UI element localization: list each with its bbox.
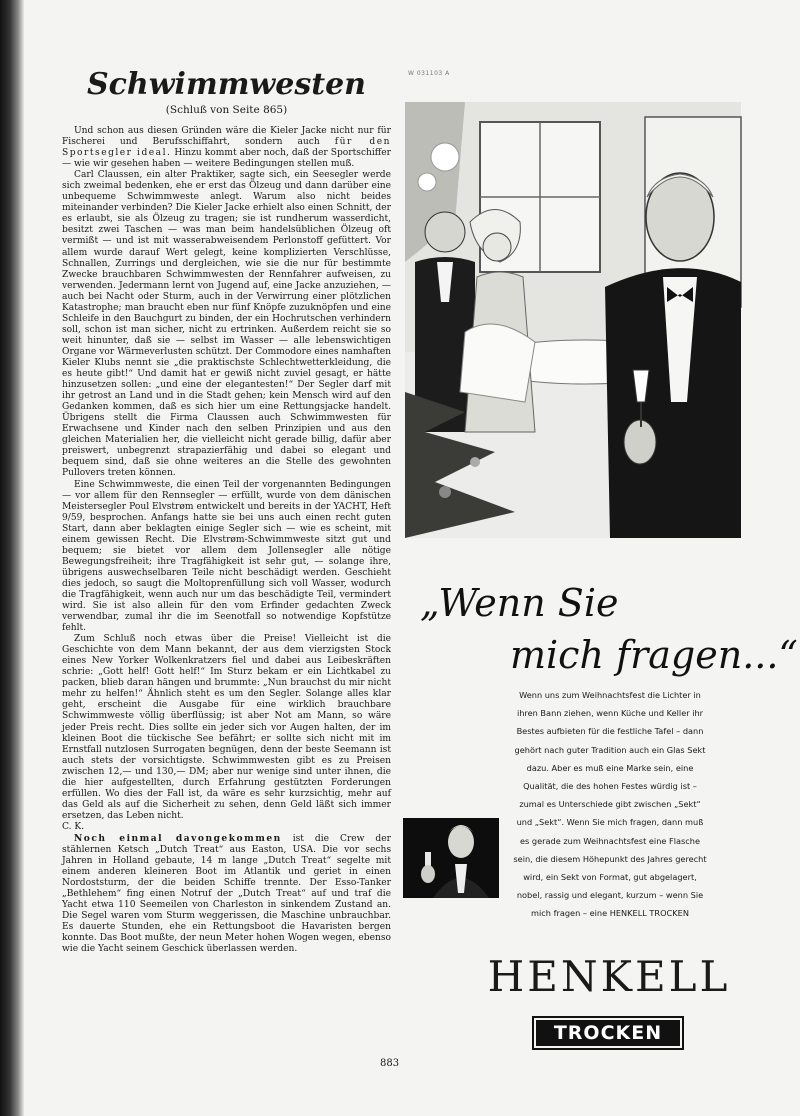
slogan-line-2: mich fragen...“	[510, 633, 798, 677]
brand-subtitle: TROCKEN	[536, 1020, 680, 1046]
page-number: 883	[380, 1058, 400, 1069]
brand-logo: HENKELL	[487, 952, 731, 1001]
article-body	[62, 126, 391, 956]
brand-subtitle-box	[532, 1016, 684, 1050]
ad-code: W 031103 A	[408, 70, 450, 77]
article-subtitle: (Schluß von Seite 865)	[165, 104, 288, 116]
ad-slogan	[400, 570, 798, 680]
ad-body-text: Wenn uns zum Weihnachtsfest die Lichter in ihren Bann ziehen, wenn Küche und Keller ihr Bestes aufbieten für die festliche Tafel – dann gehört nach guter Tradition auch ein Glas Sekt dazu. Aber es muß eine Marke sein, eine Qualität, die des hohen Festes würdig ist – zumal es Unterschiede gibt zwischen „Sekt“ und „Sekt“. Wenn Sie mich fragen, dann muß es gerade zum Weihnachtsfest eine Flasche sein, die diesem Höhepunkt des Jahres gerecht wird, ein Sekt von Format, gut abgelagert, nobel, rassig und elegant, kurzum – wenn Sie mich fragen – eine HENKELL TROCKEN	[513, 690, 707, 919]
article-paragraph	[62, 126, 391, 170]
paragraph-text: Zum Schluß noch etwas über die Preise! Vielleicht ist die Geschichte von dem Mann bekannt, der aus dem vierzigsten Stock eines New Yorker Wolkenkratzers fiel und dabei aus Leibeskräften schrie: „Gott helf! Gott helf!“ Im Sturz bekam er ein Lichtkabel zu packen, blieb daran hängen und brummte: „Nun brauchst du mir nicht mehr zu helfen!“ Ähnlich steht es um den Segler. Solange alles klar geht, erscheint die Ausgabe für eine wirklich brauchbare Schwimmweste völlig überflüssig; ist aber Not am Mann, so wäre jeder Preis recht. Dies sollte ein jeder sich vor Augen halten, der im kleinen Boot die tückische See befährt; er sollte sich nicht mit im Ernstfall nutzlosen Surrogaten begnügen, denn der beste Seemann ist auch stets der vorsichtigste. Schwimmwesten gibt es zu Preisen zwischen 12,— und 130,— DM; aber nur wenige sind unter ihnen, die die hier aufgestellten, durch Erfahrung gestützten Forderungen erfüllen. Wo dies der Fall ist, da wäre es sehr kurzsichtig, mehr auf das Geld als auf die Sicherheit zu sehen, denn Geld läßt sich immer ersetzen, das Leben nicht.	[62, 634, 391, 821]
slogan-line-1: „Wenn Sie	[420, 581, 619, 625]
news-item	[62, 833, 391, 956]
article-paragraph: Eine Schwimmweste, die einen Teil der vorgenannten Bedingungen — vor allem für den Rennsegler — erfüllt, wurde von dem dänischen Meistersegler Poul Elvstrøm entwickelt und bereits in der YACHT, Heft 9/59, besprochen. Anfangs hatte sie bei uns auch einen recht guten Start, dann aber beklagten einige Segler sich — wie es scheint, mit einem gewissen Recht. Die Elvstrøm-Schwimmweste sitzt gut und bequem; sie bietet vor allem dem Jollensegler alle nötige Bewegungsfreiheit; ihre Tragfähigkeit ist sehr gut, — solange ihre, übrigens auswechselbaren Teile nicht beschädigt werden. Geschieht dies jedoch, so saugt die Moltoprenfüllung sich voll Wasser, wodurch die Tragfähigkeit, wenn auch nur um das beschädigte Teil, vermindert wird. Sie ist also allein für den vom Erfinder gedachten Zweck verwendbar, zumal ihr die im Seenotfall so notwendige Kopfstütze fehlt.	[62, 479, 391, 634]
page-binding-shadow	[0, 0, 24, 1116]
news-text: ist die Crew der stählernen Ketsch „Dutch Treat“ aus Easton, USA. Die vor sechs Jahren in Holland gebaute, 14 m lange „Dutch Treat“ segelte mit einem anderen kleineren Boot im Atlantik und geriet in einen Nordoststurm, der die beiden Schiffe trennte. Der Esso-Tanker „Bethlehem“ fing einen Notruf der „Dutch Treat“ auf und traf die Yacht etwa 110 Seemeilen von Charleston in sinkendem Zustand an. Die Segel waren vom Sturm weggerissen, die Maschine unbrauchbar. Es dauerte Stunden, ehe ein Rettungsboot die Havaristen bergen konnte. Das Boot mußte, der neun Meter hohen Wogen wegen, ebenso wie die Yacht seinem Geschick überlassen werden.	[62, 834, 391, 955]
author-signoff: C. K.	[62, 821, 85, 832]
paragraph-text: Und schon aus diesen Gründen wäre die Kieler Jacke nicht nur für Fischerei und Berufsschiffahrt, sondern auch	[62, 126, 391, 148]
article-column	[62, 68, 391, 956]
emphasized-text: für den Sportsegler ideal.	[62, 137, 391, 159]
article-paragraph	[62, 634, 391, 822]
news-headline: Noch einmal davongekommen	[74, 833, 282, 844]
article-paragraph: Carl Claussen, ein alter Praktiker, sagte sich, ein Seesegler werde sich zweimal bedenken, ehe er erst das Ölzeug und dann darüber eine unbequeme Schwimmweste anlegt. Warum also nicht beides miteinander verbinden? Die Kieler Jacke erhielt also einen Schnitt, der es erlaubt, sie als Ölzeug zu tragen; sie ist rundherum wasserdicht, besitzt zwei Taschen — was man beim handelsüblichen Ölzeug oft vermißt — und ist mit wasserabweisendem Perlonstoff gefüttert. Vor allem wurde darauf Wert gelegt, keine komplizierten Verschlüsse, Schnallen, Zurrings und dergleichen, wie sie die nur für bestimmte Zwecke brauchbaren Schwimmwesten der Rennfahrer aufweisen, zu verwenden. Jedermann lernt von Jugend auf, eine Jacke anzuziehen, — auch bei Nacht oder Sturm, auch in der Verwirrung einer plötzlichen Katastrophe; man braucht eben nur fünf Knöpfe zuzuknöpfen und eine Schleife in den Bauchgurt zu binden, der ein Hochrutschen verhindern soll, schon ist man sicher, nicht zu ertrinken. Außerdem reicht sie so weit hinunter, daß sie — selbst im Wasser — alle lebenswichtigen Organe vor Wärmeverlusten schützt. Der Commodore eines namhaften Kieler Klubs nennt sie „die praktischste Schlechtwetterkleidung, die es heute gibt!“ Und damit hat er gewiß nicht zuviel gesagt, er hätte hinzusetzen sollen: „und eine der elegantesten!“ Der Segler darf mit ihr getrost an Land und in die Stadt gehen; kein Mensch wird auf den Gedanken kommen, daß es sich hier um eine Rettungsjacke handelt. Übrigens stellt die Firma Claussen auch Schwimmwesten für Erwachsene und Kinder nach den selben Prinzipien und aus den gleichen Materialien her, die vielleicht nicht gerade billig, dafür aber preiswert, unbegrenzt strapazierfähig und dabei so elegant und bequem sind, daß sie ohne weiteres an die Stelle des gewohnten Pullovers treten können.	[62, 170, 391, 479]
ad-illustration	[405, 102, 741, 538]
ad-small-portrait	[403, 818, 499, 898]
paragraph-text: Hinzu kommt aber noch, daß der Sportschiffer — wie wir gesehen haben — weitere Bedingungen stellen muß.	[62, 148, 391, 170]
article-title: Schwimmwesten	[86, 67, 366, 102]
